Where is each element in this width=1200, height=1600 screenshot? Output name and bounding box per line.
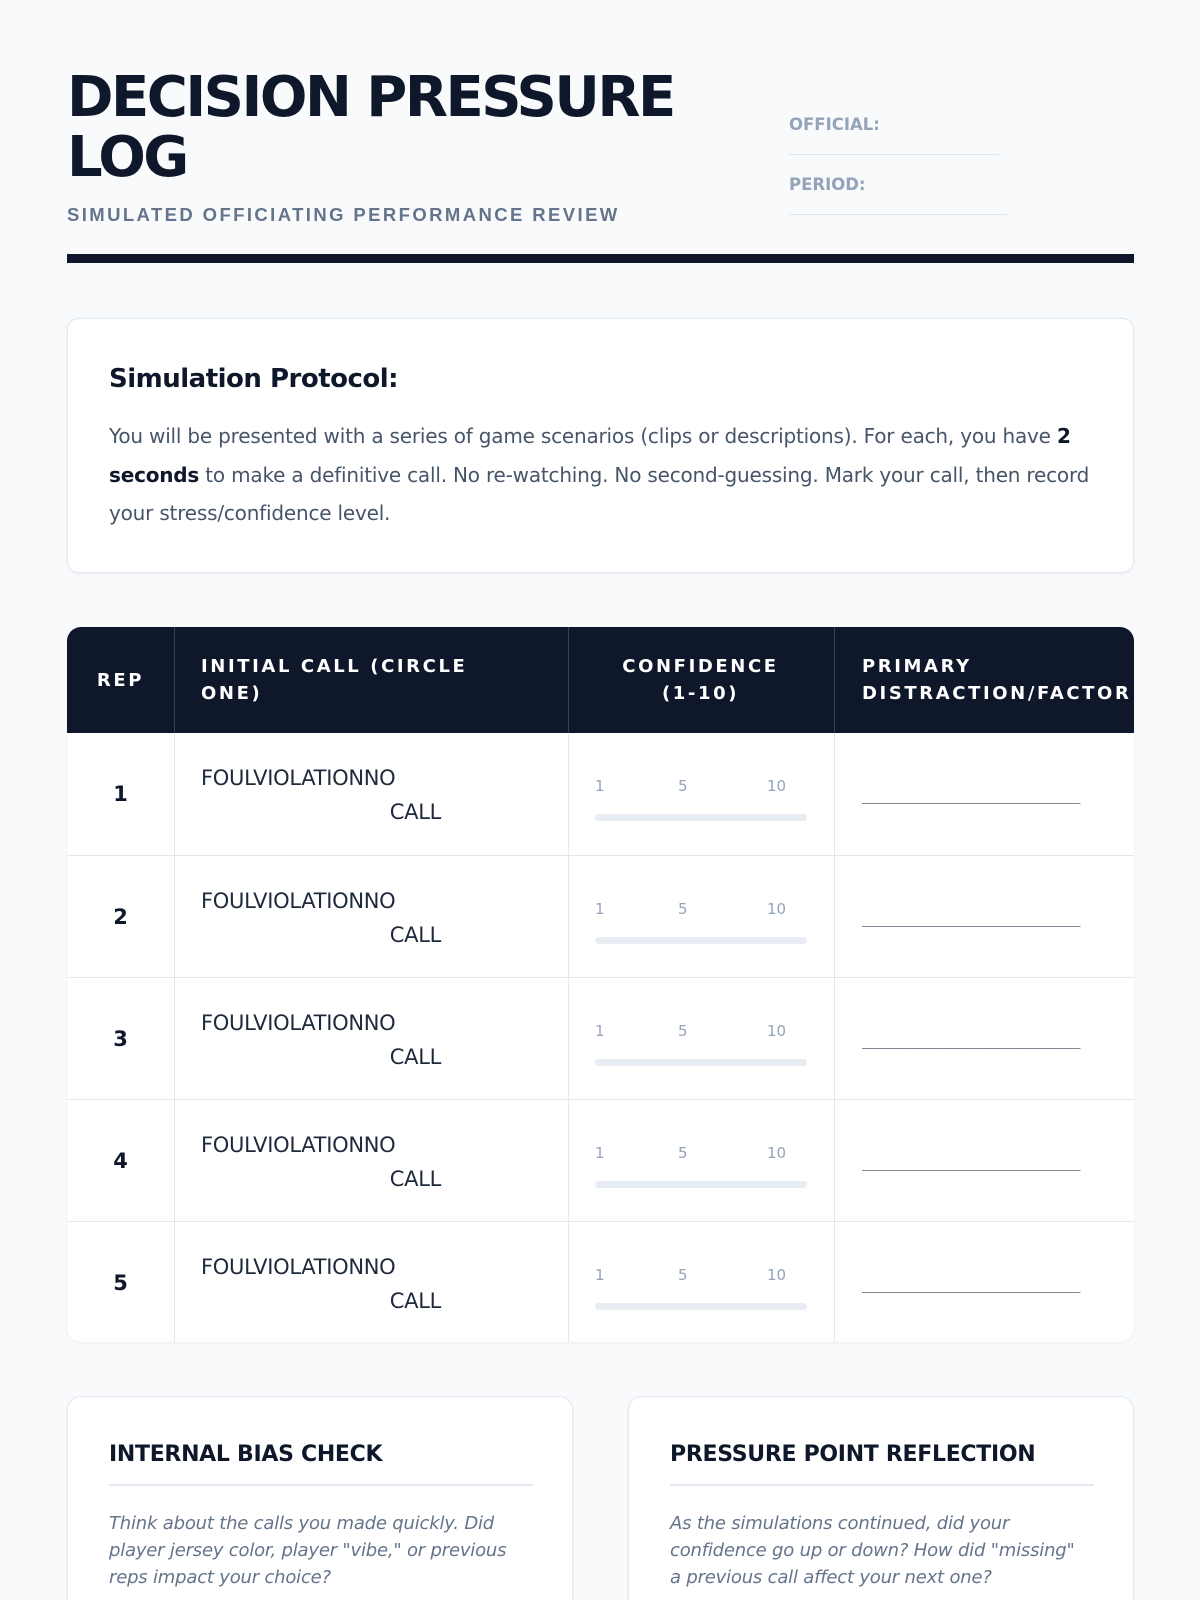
factor-blank[interactable]: ___________________________ — [862, 785, 1079, 804]
scale-label: 5 — [678, 1022, 688, 1040]
confidence-slider-track[interactable] — [595, 1059, 807, 1066]
confidence-slider-track[interactable] — [595, 814, 807, 821]
pressure-point-card — [628, 1396, 1134, 1600]
call-options-line-1[interactable]: FOULVIOLATIONNO — [201, 1011, 396, 1035]
rep-number: 4 — [113, 1148, 128, 1173]
period-label: PERIOD: — [789, 175, 866, 194]
meta-fields — [789, 115, 1129, 235]
call-options-line-2[interactable]: CALL — [389, 1289, 441, 1313]
protocol-title: Simulation Protocol: — [109, 364, 399, 394]
pressure-point-title: PRESSURE POINT REFLECTION — [670, 1442, 1036, 1467]
column-divider-1 — [174, 733, 175, 1342]
scale-label: 5 — [678, 777, 688, 795]
column-header-confidence — [568, 627, 833, 733]
header-divider-3 — [834, 627, 835, 733]
call-options[interactable] — [201, 1250, 441, 1318]
confidence-scale[interactable] — [595, 777, 807, 827]
protocol-text — [109, 417, 1099, 533]
column-divider-3 — [834, 733, 835, 1342]
confidence-slider-track[interactable] — [595, 1181, 807, 1188]
protocol-card — [67, 318, 1134, 573]
rep-number: 1 — [113, 781, 128, 806]
scale-label: 10 — [767, 1144, 787, 1162]
scale-label: 10 — [767, 1266, 787, 1284]
period-field[interactable] — [789, 175, 1129, 235]
confidence-scale[interactable] — [595, 1144, 807, 1194]
call-options-line-1[interactable]: FOULVIOLATIONNO — [201, 1133, 396, 1157]
rep-number: 5 — [113, 1270, 128, 1295]
protocol-text-part-1: You will be presented with a series of game scenarios (clips or descriptions). For each, you have — [109, 424, 1057, 448]
scale-label: 5 — [678, 900, 688, 918]
page-subtitle: SIMULATED OFFICIATING PERFORMANCE REVIEW — [67, 204, 620, 225]
table-header — [67, 627, 1134, 733]
bias-check-title: INTERNAL BIAS CHECK — [109, 1442, 383, 1467]
column-divider-2 — [568, 733, 569, 1342]
call-options-line-2[interactable]: CALL — [389, 1167, 441, 1191]
confidence-scale[interactable] — [595, 1266, 807, 1316]
call-options[interactable] — [201, 1128, 441, 1196]
protocol-text-part-2: to make a definitive call. No re-watching. No second-guessing. Mark your call, then record your stress/confidence level. — [109, 462, 1090, 525]
column-header-call: INITIAL CALL (CIRCLE ONE) — [201, 656, 468, 704]
scale-label: 10 — [767, 777, 787, 795]
call-options-line-1[interactable]: FOULVIOLATIONNO — [201, 1255, 396, 1279]
scale-label: 10 — [767, 900, 787, 918]
header-divider-1 — [174, 627, 175, 733]
period-blank[interactable]: ___________________________ — [789, 197, 1006, 215]
factor-blank[interactable]: ___________________________ — [862, 908, 1079, 927]
official-field[interactable] — [789, 115, 1129, 175]
bias-check-prompt: Think about the calls you made quickly. Did player jersey color, player "vibe," or previous reps impact your choice? — [109, 1513, 507, 1588]
scale-label: 5 — [678, 1144, 688, 1162]
factor-blank[interactable]: ___________________________ — [862, 1030, 1079, 1049]
scale-label: 1 — [595, 777, 605, 795]
decision-log-table — [67, 627, 1134, 1342]
official-label: OFFICIAL: — [789, 115, 880, 134]
rep-number: 2 — [113, 904, 128, 929]
protocol-text-emphasis: 2 seconds — [109, 424, 1071, 487]
confidence-scale[interactable] — [595, 1022, 807, 1072]
pressure-point-prompt: As the simulations continued, did your confidence go up or down? How did "missing" a previous call affect your next one? — [670, 1513, 1075, 1588]
column-header-factor: PRIMARY DISTRACTION/FACTOR — [862, 656, 1132, 704]
table-row — [67, 977, 1134, 1099]
confidence-slider-track[interactable] — [595, 937, 807, 944]
scale-label: 1 — [595, 1144, 605, 1162]
official-blank[interactable]: __________________________ — [789, 137, 998, 155]
page-header — [67, 0, 1134, 265]
call-options-line-2[interactable]: CALL — [389, 1045, 441, 1069]
table-row — [67, 733, 1134, 855]
call-options-line-2[interactable]: CALL — [389, 800, 441, 824]
table-row — [67, 1099, 1134, 1221]
scale-label: 1 — [595, 1266, 605, 1284]
header-divider — [67, 254, 1134, 263]
call-options[interactable] — [201, 761, 441, 829]
column-header-confidence-label: CONFIDENCE (1-10) — [622, 656, 779, 704]
column-header-rep: REP — [96, 669, 145, 691]
call-options[interactable] — [201, 884, 441, 952]
table-row — [67, 1221, 1134, 1342]
call-options-line-1[interactable]: FOULVIOLATIONNO — [201, 766, 396, 790]
page-title: DECISION PRESSURE LOG — [67, 65, 674, 190]
call-options-line-2[interactable]: CALL — [389, 923, 441, 947]
confidence-scale[interactable] — [595, 900, 807, 950]
factor-blank[interactable]: ___________________________ — [862, 1152, 1079, 1171]
scale-label: 10 — [767, 1022, 787, 1040]
scale-label: 1 — [595, 900, 605, 918]
table-row — [67, 855, 1134, 977]
call-options[interactable] — [201, 1006, 441, 1074]
bias-check-divider — [109, 1484, 533, 1486]
scale-label: 1 — [595, 1022, 605, 1040]
scale-label: 5 — [678, 1266, 688, 1284]
log-page — [67, 0, 1134, 1600]
factor-blank[interactable]: ___________________________ — [862, 1274, 1079, 1293]
pressure-point-divider — [670, 1484, 1094, 1486]
bias-check-card — [67, 1396, 573, 1600]
call-options-line-1[interactable]: FOULVIOLATIONNO — [201, 889, 396, 913]
rep-number: 3 — [113, 1026, 128, 1051]
confidence-slider-track[interactable] — [595, 1303, 807, 1310]
